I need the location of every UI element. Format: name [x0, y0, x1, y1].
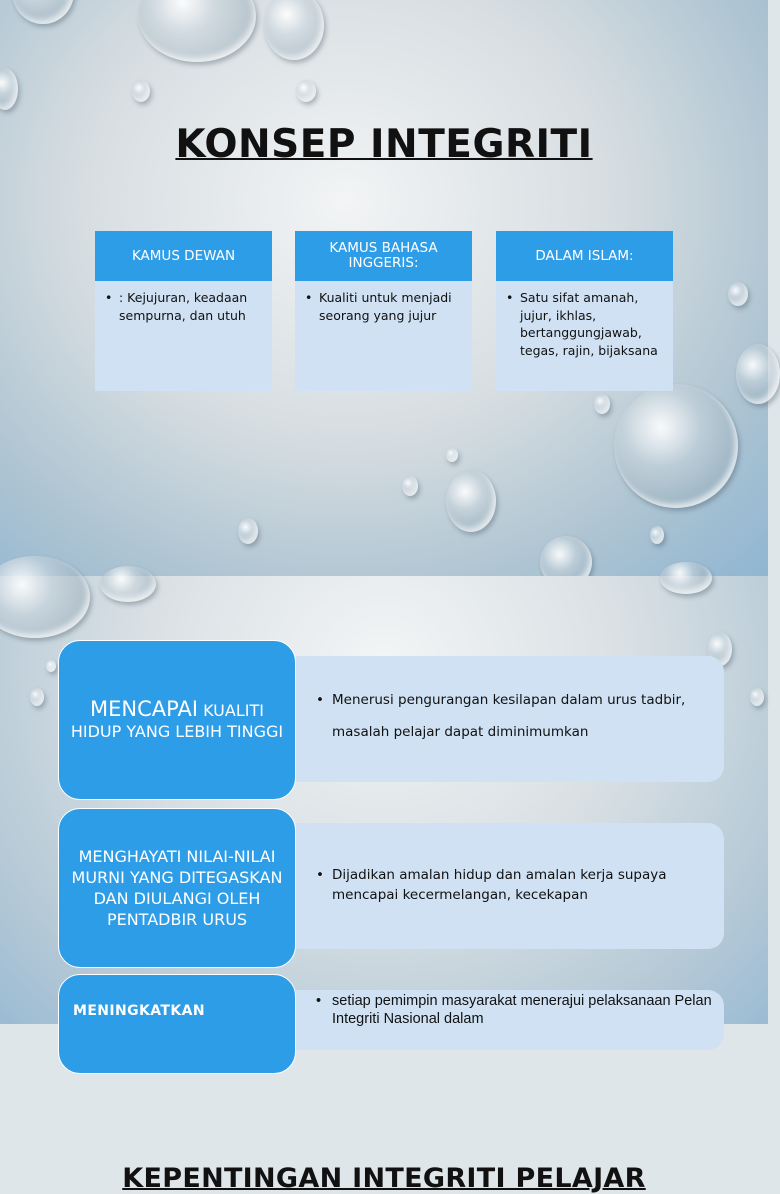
water-drop-decoration — [736, 344, 780, 404]
slide-konsep-integriti — [0, 0, 768, 576]
water-drop-decoration — [446, 448, 458, 462]
description-box — [296, 823, 724, 949]
bullet-icon: • — [506, 290, 514, 305]
slide-kepentingan-integriti — [0, 576, 768, 1194]
column-text: : Kejujuran, keadaan sempurna, dan utuh — [119, 290, 248, 323]
column-body — [496, 281, 673, 391]
bullet-icon: • — [305, 290, 313, 305]
water-drop-decoration — [238, 518, 258, 544]
point-label: MENGHAYATI NILAI-NILAI MURNI YANG DITEGASKAN DAN DIULANGI OLEH PENTADBIR URUS — [71, 847, 283, 929]
point-label-rest: KUALITI HIDUP YANG LEBIH TINGGI — [70, 700, 284, 741]
point-label: MENINGKATKAN — [73, 1003, 205, 1019]
water-drop-decoration — [264, 0, 324, 60]
point-box — [58, 808, 296, 968]
point-label-lead: MENCAPAI — [90, 696, 199, 721]
water-drop-decoration — [12, 0, 74, 24]
column-text: Satu sifat amanah, jujur, ikhlas, bertanggungjawab, tegas, rajin, bijaksana — [520, 290, 658, 358]
column-body — [295, 281, 472, 391]
page-title: KONSEP INTEGRITI — [175, 122, 593, 167]
point-box — [58, 640, 296, 800]
water-drop-decoration — [614, 384, 738, 508]
water-drop-decoration — [296, 80, 316, 102]
water-drop-decoration — [138, 0, 256, 62]
point-label — [69, 696, 285, 742]
description-text: Menerusi pengurangan kesilapan dalam urus tadbir, masalah pelajar dapat diminimumkan — [332, 692, 686, 740]
water-drop-decoration — [46, 660, 56, 672]
column-heading: KAMUS BAHASA INGGERIS: — [295, 231, 472, 281]
description-box — [296, 990, 724, 1050]
bullet-icon: • — [316, 993, 322, 1009]
water-drop-decoration — [750, 688, 764, 706]
water-drop-decoration — [402, 476, 418, 496]
water-drop-decoration — [446, 470, 496, 532]
water-drop-decoration — [728, 282, 748, 306]
bullet-icon: • — [316, 692, 324, 708]
water-drop-decoration — [100, 566, 156, 602]
description-text: Dijadikan amalan hidup dan amalan kerja supaya mencapai kecermelangan, kecekapan — [332, 867, 667, 903]
bullet-icon: • — [105, 290, 113, 305]
point-box — [58, 974, 296, 1074]
bullet-icon: • — [316, 867, 324, 883]
water-drop-decoration — [0, 68, 18, 110]
water-drop-decoration — [30, 688, 44, 706]
section-title: KEPENTINGAN INTEGRITI PELAJAR — [122, 1163, 646, 1194]
column-text: Kualiti untuk menjadi seorang yang jujur — [319, 290, 452, 323]
description-box — [296, 656, 724, 782]
column-heading: DALAM ISLAM: — [496, 231, 673, 281]
column-kamus-bahasa-inggeris — [295, 231, 472, 391]
column-dalam-islam — [496, 231, 673, 391]
water-drop-decoration — [594, 394, 610, 414]
description-text: setiap pemimpin masyarakat menerajui pelaksanaan Pelan Integriti Nasional dalam — [332, 993, 712, 1027]
water-drop-decoration — [132, 80, 150, 102]
column-heading: KAMUS DEWAN — [95, 231, 272, 281]
water-drop-decoration — [650, 526, 664, 544]
column-body — [95, 281, 272, 391]
water-drop-decoration — [660, 562, 712, 594]
column-kamus-dewan — [95, 231, 272, 391]
